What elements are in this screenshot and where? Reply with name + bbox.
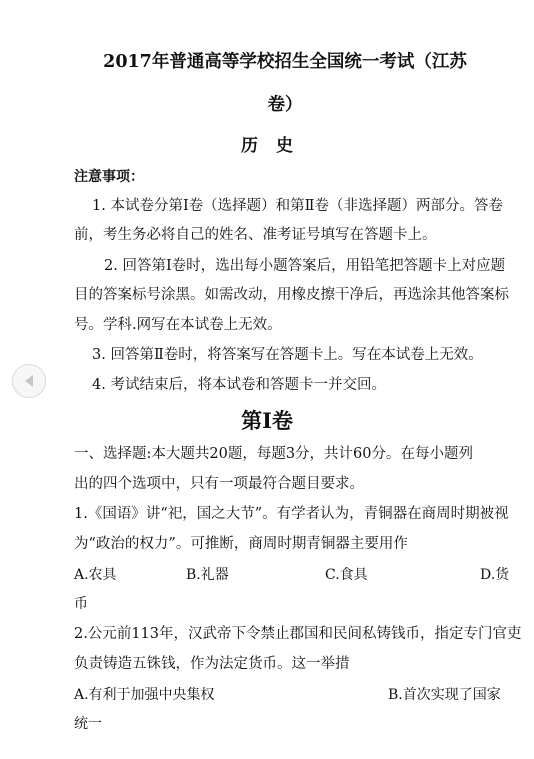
question-2-stem: 2.公元前113年，汉武帝下令禁止郡国和民间私铸钱币，指定专门官吏 [74,626,522,642]
q1-option-c: C.食具 [325,567,368,583]
notice-heading: 注意事项： [74,169,144,185]
notice-line: 1. 本试卷分第Ⅰ卷（选择题）和第Ⅱ卷（非选择题）两部分。答卷 [92,198,504,214]
q2-option-b-wrap: 统一 [74,716,102,732]
notice-line: 2. 回答第Ⅰ卷时，选出每小题答案后，用铅笔把答题卡上对应题 [104,258,506,274]
q1-option-b: B.礼器 [186,567,229,583]
question-1-stem: 为“政治的权力”。可推断，商周时期青铜器主要用作 [74,536,408,552]
notice-line: 前，考生务必将自己的姓名、准考证号填写在答题卡上。 [74,227,437,243]
notice-line: 号。学科.网写在本试卷上无效。 [74,317,282,333]
section-instructions: 一、选择题:本大题共20题，每题3分，共计60分。在每小题列 [74,446,474,462]
question-1-stem: 1.《国语》讲“祀，国之大节”。有学者认为，青铜器在商周时期被视 [74,506,509,522]
chevron-left-icon [22,373,36,389]
q1-option-a: A.农具 [74,567,117,583]
q2-option-a: A.有利于加强中央集权 [74,687,215,703]
notice-line: 目的答案标号涂黑。如需改动，用橡皮擦干净后，再选涂其他答案标 [74,287,509,303]
exam-title-cont: 卷） [267,95,303,115]
q1-option-d: D.货 [480,567,510,583]
notice-line: 3. 回答第Ⅱ卷时，将答案写在答题卡上。写在本试卷上无效。 [92,347,483,363]
exam-title: 2017年普通高等学校招生全国统一考试（江苏 [103,52,467,72]
q1-option-d-wrap: 币 [74,596,88,612]
back-button[interactable] [12,364,46,398]
part-title: 第Ⅰ卷 [241,408,293,433]
q2-option-b: B.首次实现了国家 [388,687,501,703]
notice-line: 4. 考试结束后，将本试卷和答题卡一并交回。 [92,377,386,393]
question-2-stem: 负责铸造五铢钱，作为法定货币。这一举措 [74,656,350,672]
section-instructions: 出的四个选项中，只有一项最符合题目要求。 [74,476,364,492]
subject-title: 历史 [241,136,311,156]
